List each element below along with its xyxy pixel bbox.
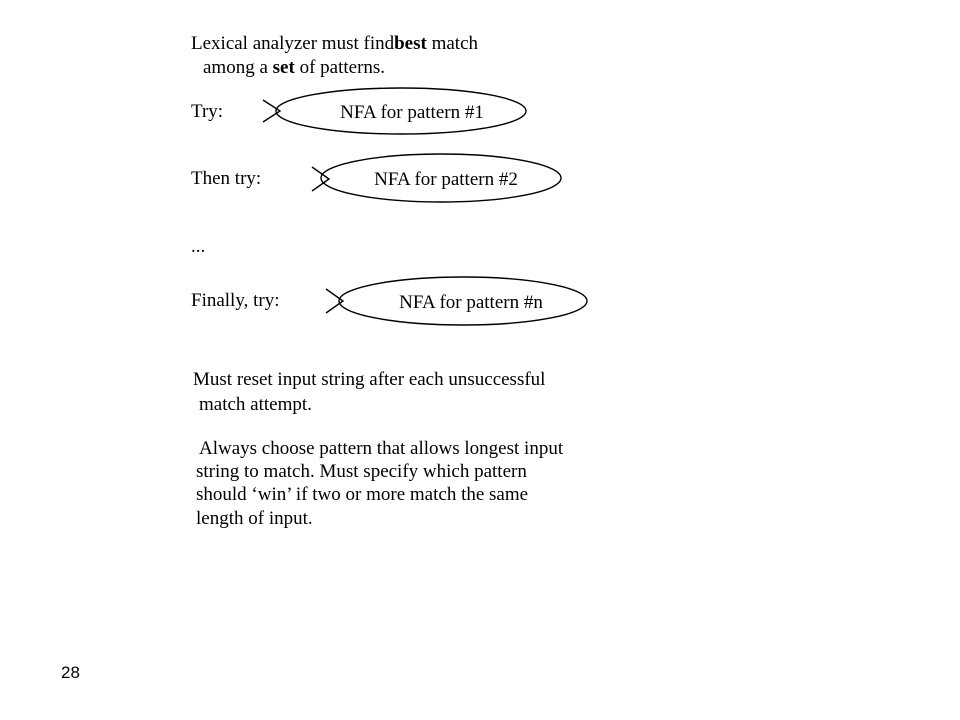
intro-text-c: match xyxy=(426,33,479,54)
attempt-label-3: Finally, try: xyxy=(191,290,280,311)
nfa-box-2 xyxy=(312,154,561,202)
choose-note-line-1: Always choose pattern that allows longest input xyxy=(199,438,564,459)
start-arrow-icon xyxy=(326,289,343,313)
nfa-label-1: NFA for pattern #1 xyxy=(340,102,484,123)
attempt-label-1: Try: xyxy=(191,101,224,122)
nfa-label-3: NFA for pattern #n xyxy=(399,292,543,313)
choose-note-line-4: length of input. xyxy=(196,508,313,529)
nfa-box-1 xyxy=(263,88,526,134)
nfa-box-3 xyxy=(326,277,587,325)
choose-note-line-2: string to match. Must specify which pattern xyxy=(196,461,527,482)
intro-text-d: among a xyxy=(203,57,273,78)
reset-note-line-2: match attempt. xyxy=(199,394,312,415)
reset-note-line-1: Must reset input string after each unsuccessful xyxy=(193,369,546,390)
intro-emphasis-set: set xyxy=(272,57,295,78)
slide-number: 28 xyxy=(61,663,80,682)
ellipsis: ... xyxy=(191,236,206,257)
intro-emphasis-best: best xyxy=(394,33,427,54)
intro-text-a: Lexical analyzer must find xyxy=(191,33,395,54)
choose-note-line-3: should ‘win’ if two or more match the same xyxy=(196,484,529,505)
start-arrow-icon xyxy=(263,100,280,122)
intro-text-e: of patterns. xyxy=(294,57,386,78)
attempt-label-2: Then try: xyxy=(191,168,262,189)
nfa-label-2: NFA for pattern #2 xyxy=(374,169,518,190)
